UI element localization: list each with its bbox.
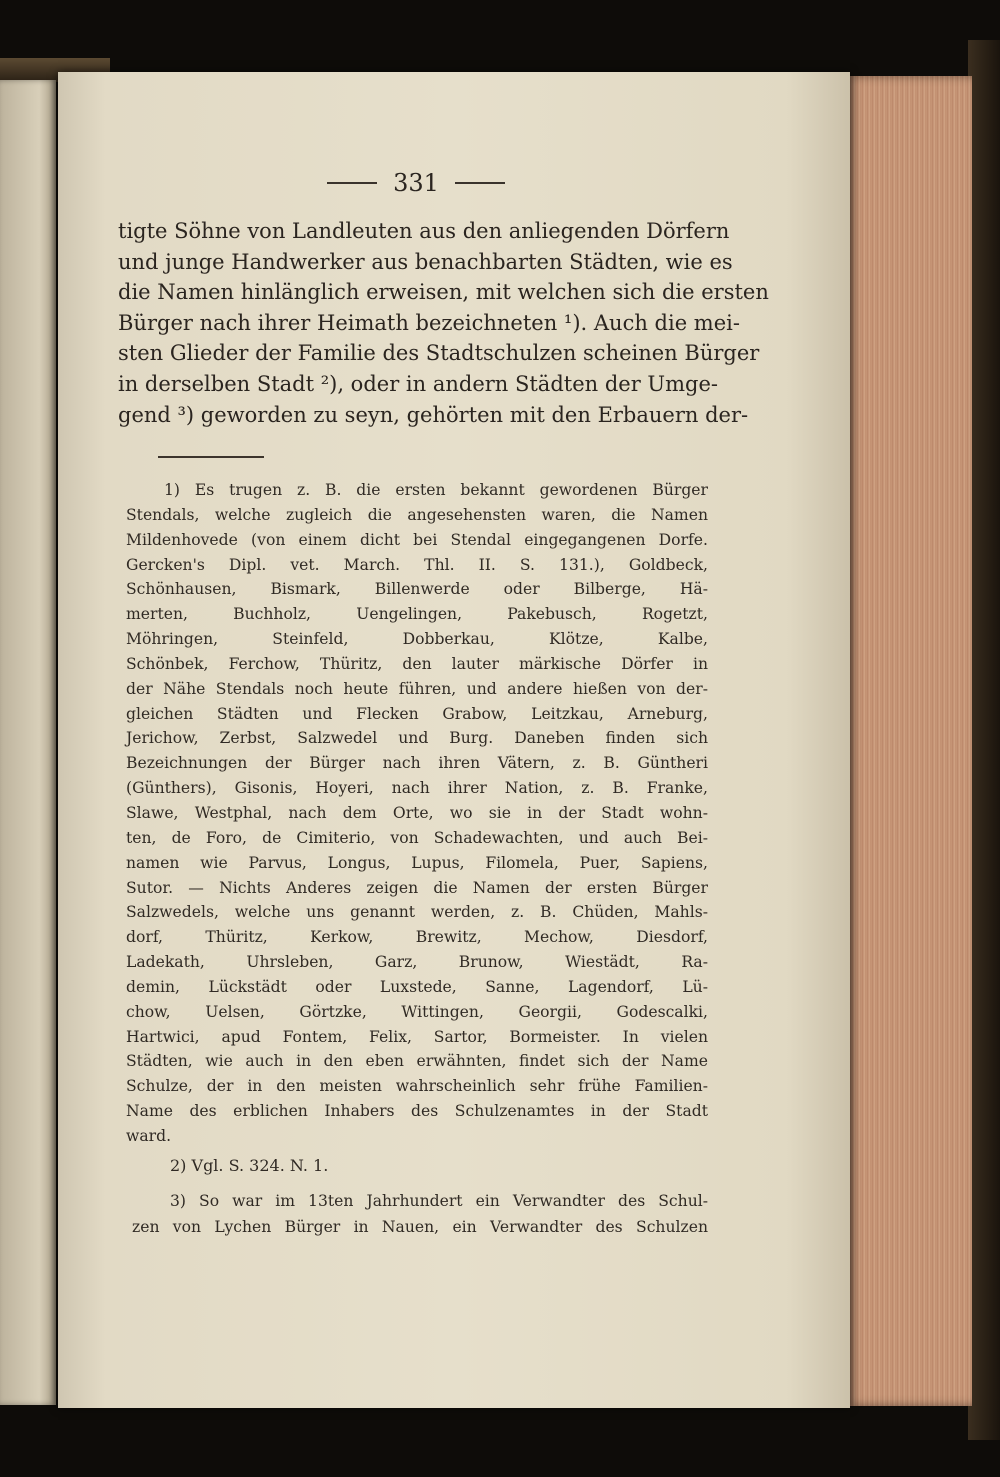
footnote-3 xyxy=(132,1188,708,1240)
page-number: 331 xyxy=(393,169,439,197)
footnote-line: der Nähe Stendals noch heute führen, und andere hießen von der- xyxy=(126,679,708,698)
footnote-line: (Günthers), Gisonis, Hoyeri, nach ihrer Nation, z. B. Franke, xyxy=(126,779,708,798)
header-rule-left xyxy=(327,182,377,184)
footnote-line: namen wie Parvus, Longus, Lupus, Filomela, Puer, Sapiens, xyxy=(126,853,708,872)
footnote-line: Sutor. — Nichts Anderes zeigen die Namen der ersten Bürger xyxy=(126,878,708,897)
footnote-line: Schönhausen, Bismark, Billenwerde oder Bilberge, Hä- xyxy=(126,580,708,599)
footnote-line: Hartwici, apud Fontem, Felix, Sartor, Bormeister. In vielen xyxy=(126,1027,708,1046)
footnote-line: gleichen Städten und Flecken Grabow, Leitzkau, Arneburg, xyxy=(126,704,708,723)
footnote-2: 2) Vgl. S. 324. N. 1. xyxy=(170,1156,329,1175)
footnote-line: zen von Lychen Bürger in Nauen, ein Verwandter des Schulzen xyxy=(132,1218,708,1236)
footnote-line: ward. xyxy=(126,1126,172,1145)
page-stack-edge xyxy=(846,76,972,1406)
footnote-line: Bezeichnungen der Bürger nach ihren Vätern, z. B. Güntheri xyxy=(126,754,708,773)
header-rule-right xyxy=(455,182,505,184)
footnote-line: Jerichow, Zerbst, Salzwedel und Burg. Daneben finden sich xyxy=(126,729,708,748)
text-line: gend ³) geworden zu seyn, gehörten mit den Erbauern der- xyxy=(118,402,749,427)
text-line: die Namen hinlänglich erweisen, mit welchen sich die ersten xyxy=(118,280,769,305)
footnote-line: 3) So war im 13ten Jahrhundert ein Verwandter des Schul- xyxy=(170,1192,708,1210)
text-line: tigte Söhne von Landleuten aus den anliegenden Dörfern xyxy=(118,219,730,243)
text-line: und junge Handwerker aus benachbarten Städten, wie es xyxy=(118,249,733,274)
footnote-line: ten, de Foro, de Cimiterio, von Schadewachten, und auch Bei- xyxy=(126,828,708,847)
footnote-line: chow, Uelsen, Görtzke, Wittingen, Georgii, Godescalki, xyxy=(126,1002,708,1021)
footnote-line: Stendals, welche zugleich die angesehensten waren, die Namen xyxy=(126,505,708,524)
footnote-line: demin, Lückstädt oder Luxstede, Sanne, Lagendorf, Lü- xyxy=(126,977,708,996)
footnote-line: Schönbek, Ferchow, Thüritz, den lauter märkische Dörfer in xyxy=(126,654,708,673)
footnote-line: Schulze, der in den meisten wahrscheinlich sehr frühe Familien- xyxy=(126,1077,708,1096)
text-line: in derselben Stadt ²), oder in andern Städten der Umge- xyxy=(118,371,718,396)
footnote-line: Ladekath, Uhrsleben, Garz, Brunow, Wiestädt, Ra- xyxy=(126,953,708,972)
footnote-line: Name des erblichen Inhabers des Schulzenamtes in der Stadt xyxy=(126,1102,708,1121)
page-header xyxy=(118,168,714,198)
text-line: sten Glieder der Familie des Stadtschulzen scheinen Bürger xyxy=(118,341,760,366)
left-page-sliver xyxy=(0,80,56,1405)
main-text xyxy=(118,216,769,430)
footnote-line: merten, Buchholz, Uengelingen, Pakebusch, Rogetzt, xyxy=(126,605,708,624)
footnote-line: Salzwedels, welche uns genannt werden, z. B. Chüden, Mahls- xyxy=(126,903,708,922)
footnote-1 xyxy=(126,478,708,1149)
footnote-line: Städten, wie auch in den eben erwähnten, findet sich der Name xyxy=(126,1052,708,1071)
footnote-line: Gercken's Dipl. vet. March. Thl. II. S. 131.), Goldbeck, xyxy=(126,555,708,574)
footnote-line: Slawe, Westphal, nach dem Orte, wo sie in der Stadt wohn- xyxy=(126,803,708,822)
book-cover xyxy=(968,40,1000,1440)
footnote-line: dorf, Thüritz, Kerkow, Brewitz, Mechow, Diesdorf, xyxy=(126,928,708,947)
footnote-line: Mildenhovede (von einem dicht bei Stendal eingegangenen Dorfe. xyxy=(126,530,708,549)
footnote-line: Möhringen, Steinfeld, Dobberkau, Klötze, Kalbe, xyxy=(126,630,708,649)
footnote-separator xyxy=(158,456,264,458)
text-line: Bürger nach ihrer Heimath bezeichneten ¹). Auch die mei- xyxy=(118,310,740,335)
footnote-line: 1) Es trugen z. B. die ersten bekannt gewordenen Bürger xyxy=(164,481,708,499)
